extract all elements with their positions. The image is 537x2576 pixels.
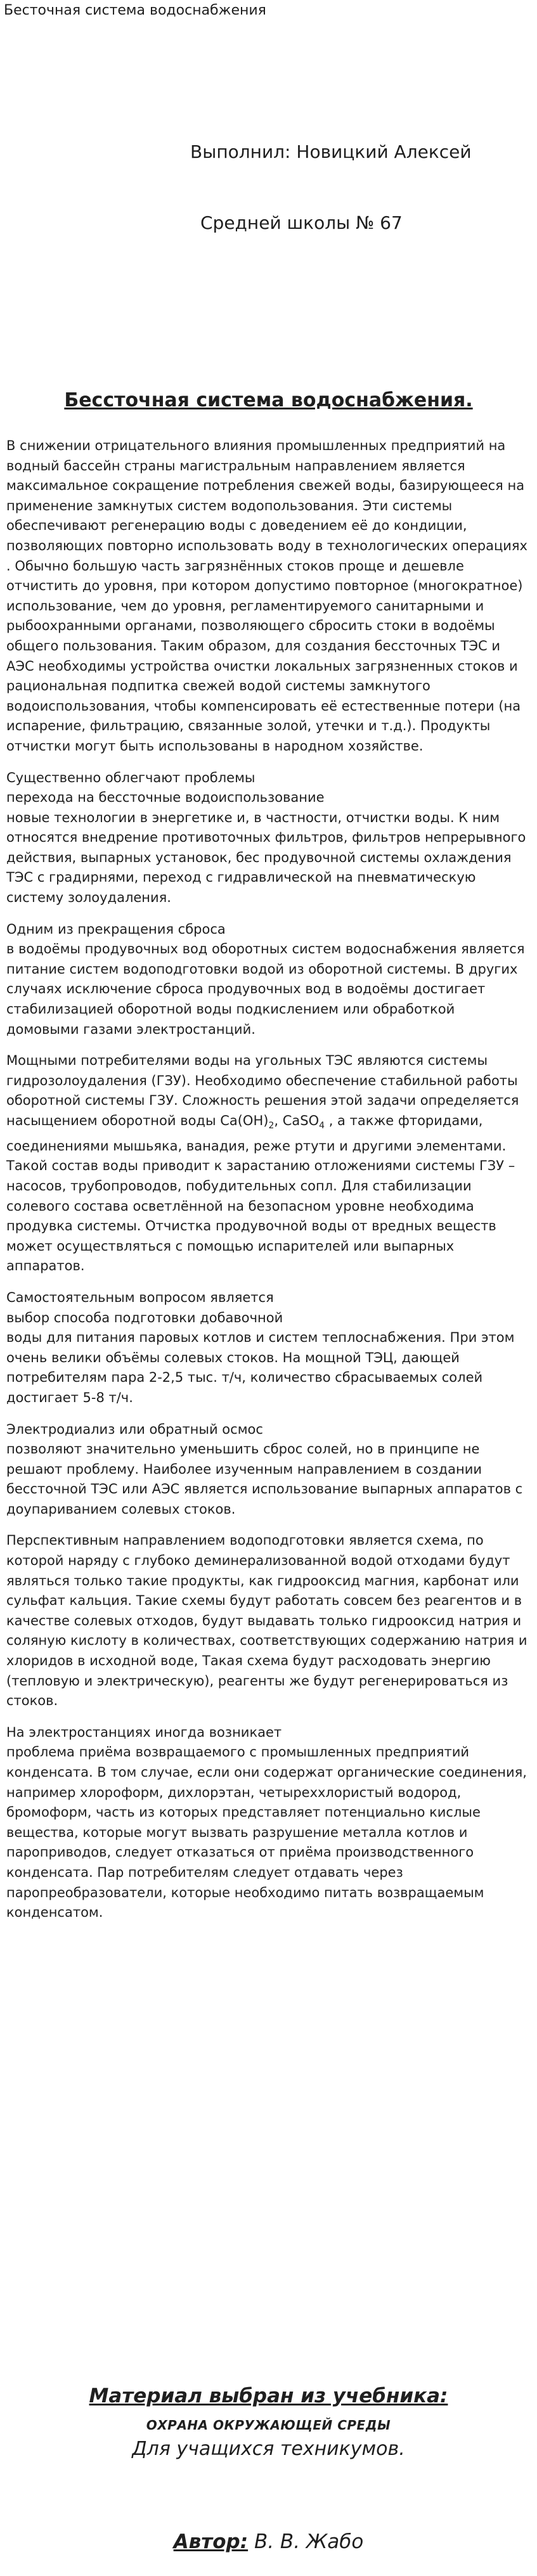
paragraph-text: , а также фторидами, соединениями мышьяка, ванадия, реже ртути и другими элементами. Такой состав воды приводит к зарастанию отложениями системы ГЗУ – насосов, трубопроводов, побудительных сопл. Для стабилизации солевого состава осветлённой на безопасном уровне необходима продувка системы. Отчистка продувочной воды от вредных веществ может осуществляться с помощью испарителей или выпарных аппаратов.	[6, 1113, 515, 1274]
document-title: Бессточная система водоснабжения.	[64, 389, 473, 411]
author-value: В. В. Жабо	[248, 2530, 364, 2553]
author-school: Средней школы № 67	[200, 212, 403, 233]
source-heading: Материал выбран из учебника:	[89, 2385, 448, 2407]
textbook-author	[0, 2530, 537, 2553]
subscript: 4	[319, 1121, 325, 1131]
paragraph: На электростанциях иногда возникает проблема приёма возвращаемого с промышленных предприятий конденсата. В том случае, если они содержат органические соединения, например хлороформ, дихлорэтан, четыреххлористый водород, бромоформ, часть из которых представляет потенциально кислые вещества, которые могут вызвать разрушение металла котлов и пароприводов, следует отказаться от приёма производственного конденсата. Пар потребителям следует отдавать через паропреобразователи, которые необходимо питать возвращаемым конденсатом.	[6, 1724, 527, 1921]
document-header: Бесточная система водоснабжения	[4, 3, 266, 18]
textbook-title: ОХРАНА ОКРУЖАЮЩЕЙ СРЕДЫ	[146, 2418, 391, 2433]
author-label: Автор:	[173, 2530, 249, 2553]
subscript: 2	[268, 1121, 275, 1131]
paragraph: Электродиализ или обратный осмос позволяют значительно уменьшить сброс солей, но в принципе не решают проблему. Наиболее изученным направлением в создании бессточной ТЭС или АЭС является использование выпарных аппаратов с доупариванием солевых стоков.	[6, 1421, 523, 1517]
document-body	[6, 436, 531, 1923]
paragraph: Перспективным направлением водоподготовки является схема, по которой наряду с глубоко деминерализованной водой отходами будут являться только такие продукты, как гидрооксид магния, карбонат или сульфат кальция. Такие схемы будут работать совсем без реагентов и в качестве солевых отходов, будут выдавать только гидрооксид натрия и соляную кислоту в количествах, соответствующих содержанию натрия и хлоридов в исходной воде, Такая схема будут расходовать энергию (тепловую и электрическую), реагенты же будут регенерироваться из стоков.	[6, 1533, 527, 1709]
paragraph-text: Мощными потребителями воды на угольных ТЭС являются системы гидрозолоудаления (ГЗУ). Необходимо обеспечение стабильной работы оборотной системы ГЗУ. Сложность решения этой задачи определяется насыщением оборотной воды Ca(OH)	[6, 1053, 519, 1128]
textbook-audience: Для учащихся техникумов.	[132, 2438, 405, 2460]
paragraph: Существенно облегчают проблемы перехода на бессточные водоиспользование новые технологии в энергетике и, в частности, отчистки воды. К ним относятся внедрение противоточных фильтров, фильтров непрерывного действия, выпарных установок, бес продувочной системы охлаждения ТЭС с градирнями, переход с гидравлической на пневматическую систему золоудаления.	[6, 770, 526, 906]
paragraph: Одним из прекращения сброса в водоёмы продувочных вод оборотных систем водоснабжения является питание систем водоподготовки водой из оборотной системы. В других случаях исключение сброса продувочных вод в водоёмы достигает стабилизацией оборотной воды подкислением или обработкой домовыми газами электростанций.	[6, 921, 525, 1037]
paragraph-chemistry	[6, 1051, 531, 1277]
paragraph: Самостоятельным вопросом является выбор способа подготовки добавочной воды для питания паровых котлов и систем теплоснабжения. При этом очень велики объёмы солевых стоков. На мощной ТЭЦ, дающей потребителям пара 2-2,5 тыс. т/ч, количество сбрасываемых солей достигает 5-8 т/ч.	[6, 1289, 515, 1405]
paragraph-text: , CaSO	[274, 1113, 320, 1128]
author-name: Выполнил: Новицкий Алексей	[190, 141, 472, 162]
paragraph: В снижении отрицательного влияния промышленных предприятий на водный бассейн страны магистральным направлением является максимальное сокращение потребления свежей воды, базирующееся на применение замкнутых систем водопользования. Эти системы обеспечивают регенерацию воды с доведением её до кондиции, позволяющих повторно использовать воду в технологических операциях . Обычно большую часть загрязнённых стоков проще и дешевле отчистить до уровня, при котором допустимо повторное (многократное) использование, чем до уровня, регламентируемого санитарными и рыбоохранными органами, позволяющего сбросить стоки в водоёмы общего пользования. Таким образом, для создания бессточных ТЭС и АЭС необходимы устройства очистки локальных загрязненных стоков и рациональная подпитка свежей водой системы замкнутого водоиспользования, чтобы компенсировать её естественные потери (на испарение, фильтрацию, связанные золой, утечки и т.д.). Продукты отчистки могут быть использованы в народном хозяйстве.	[6, 438, 527, 754]
